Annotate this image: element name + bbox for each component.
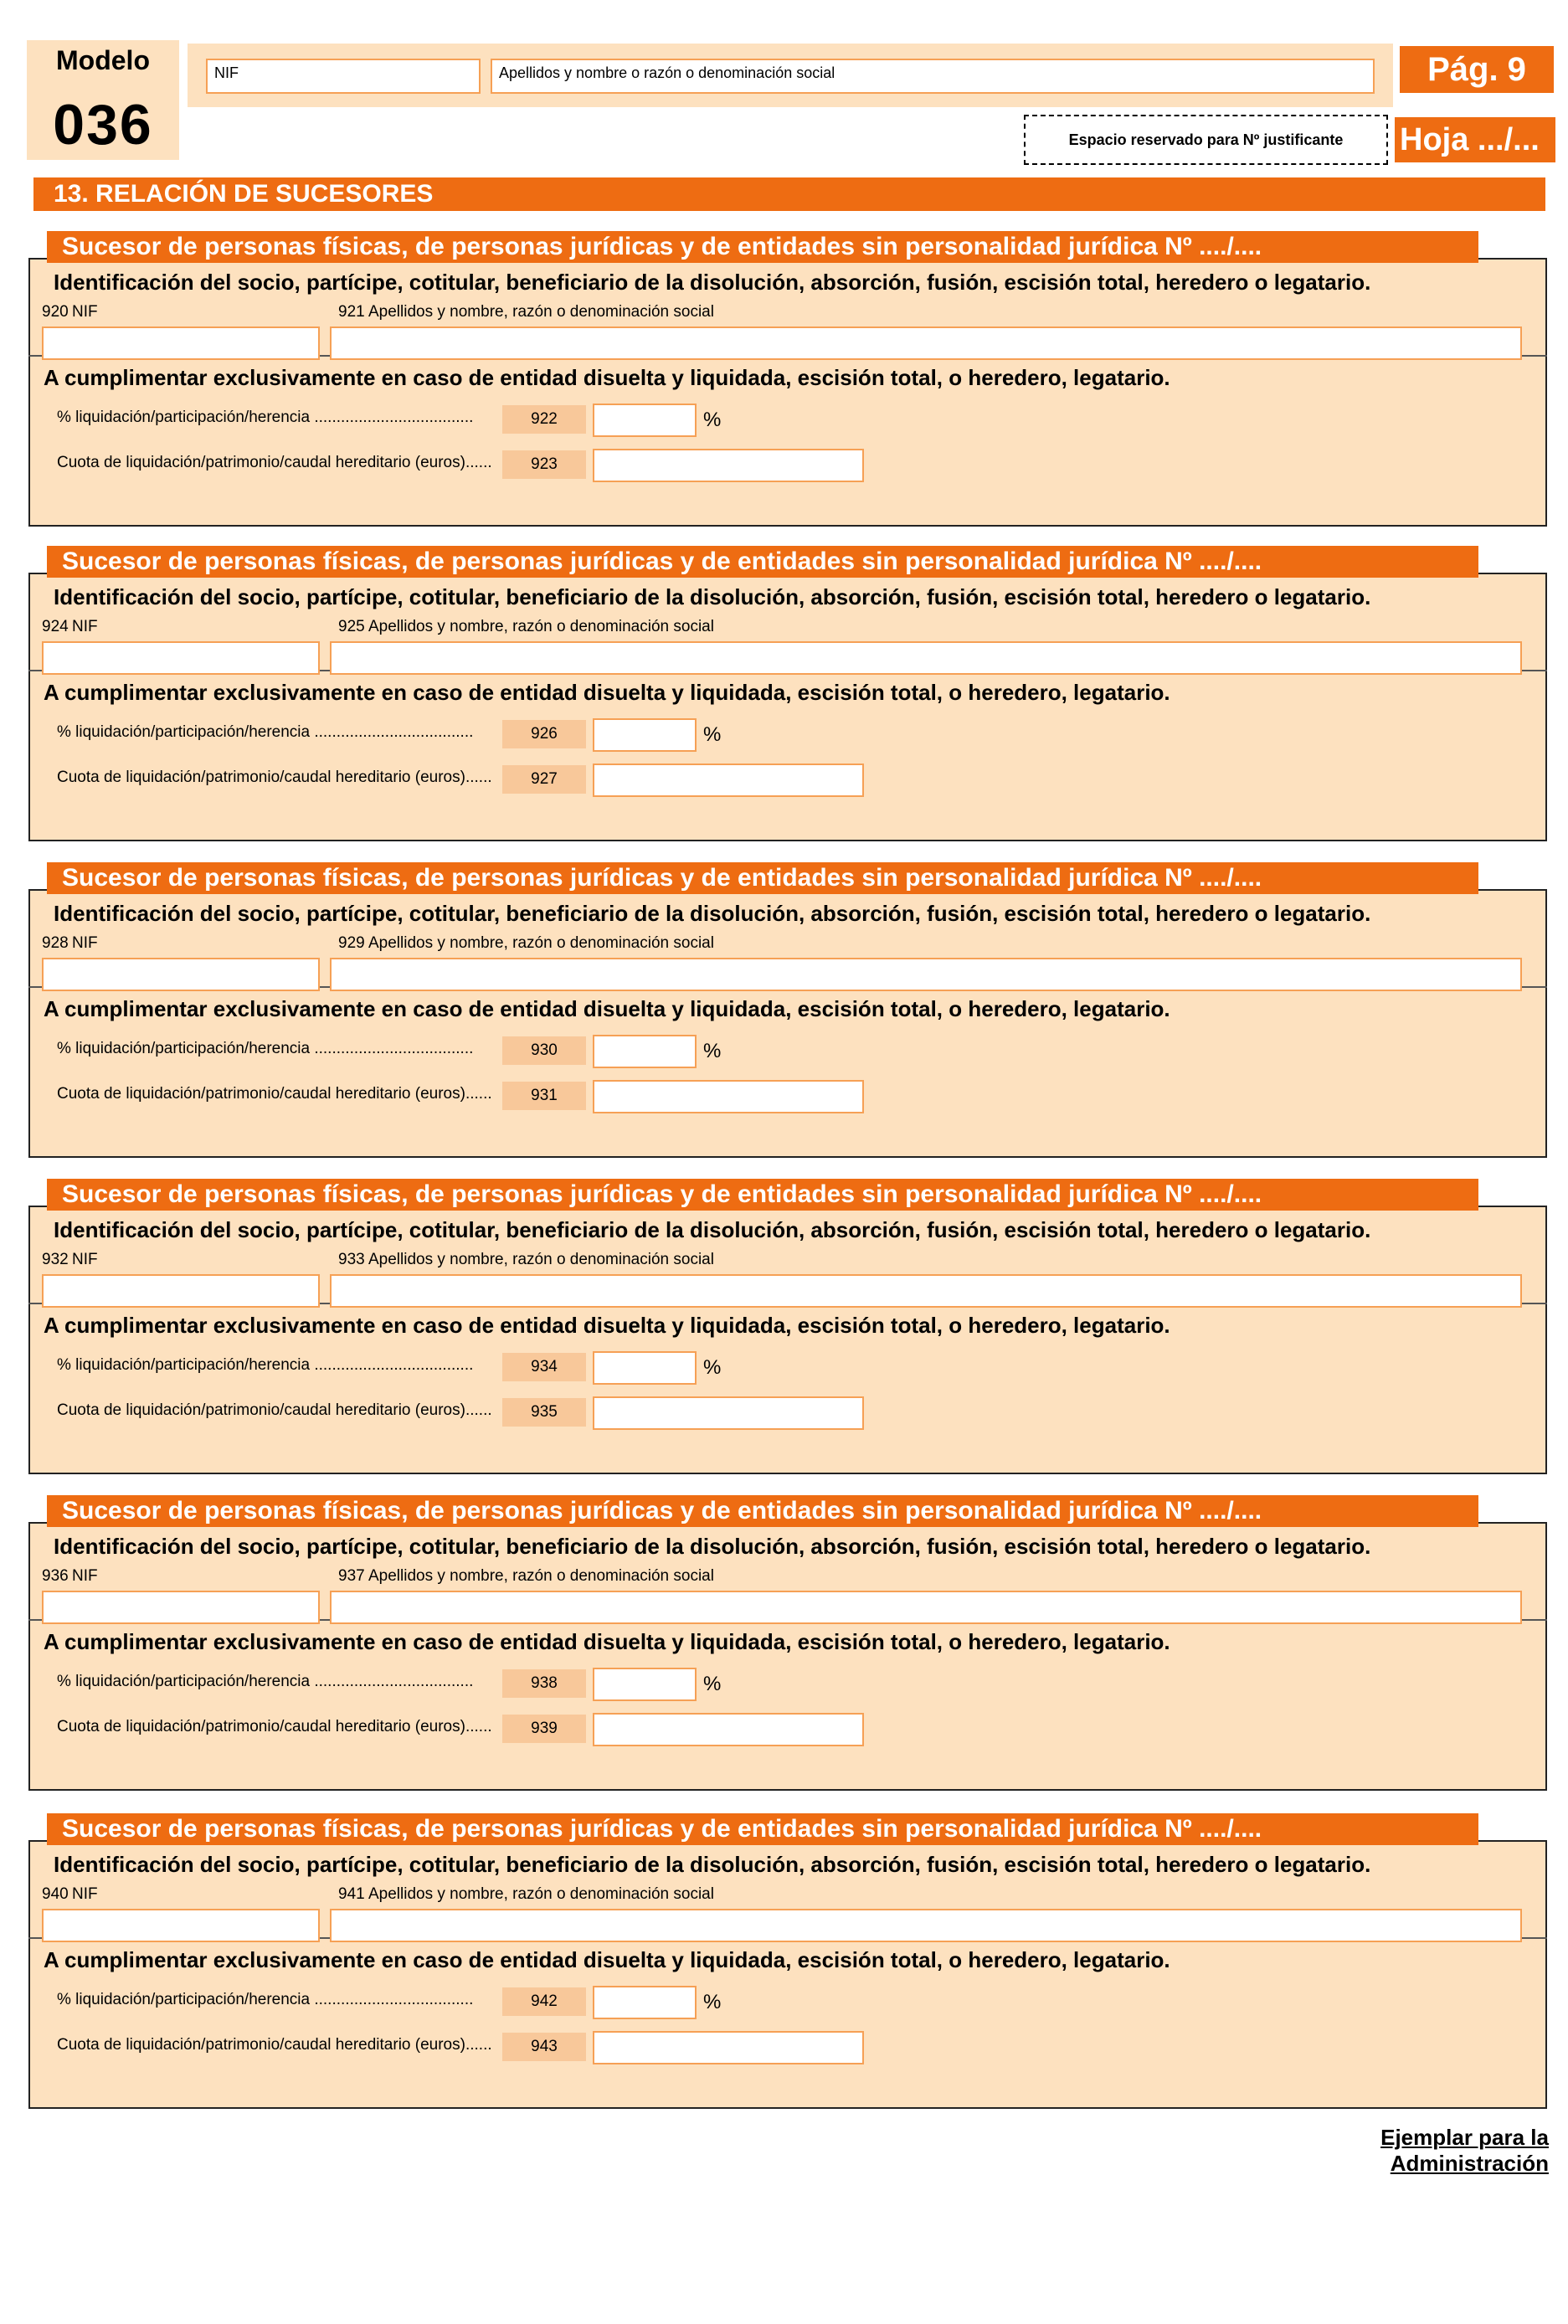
pct-code: 938 xyxy=(502,1669,586,1698)
successor-block xyxy=(0,862,1568,1157)
nif-input[interactable] xyxy=(42,1274,320,1308)
cuota-code: 931 xyxy=(502,1082,586,1110)
sheet-number-badge: Hoja .../... xyxy=(1395,117,1555,162)
nif-input[interactable] xyxy=(42,1909,320,1942)
pct-input[interactable] xyxy=(593,1351,697,1385)
name-field-label: Apellidos y nombre, razón o denominación social xyxy=(368,303,714,321)
modelo-label: Modelo xyxy=(56,45,150,75)
cuota-input[interactable] xyxy=(593,764,864,797)
nif-field-label: NIF xyxy=(72,1567,98,1585)
cuota-label: Cuota de liquidación/patrimonio/caudal hereditario (euros)...... xyxy=(57,454,492,471)
cuota-label: Cuota de liquidación/patrimonio/caudal hereditario (euros)...... xyxy=(57,1718,492,1735)
nif-code: 928 xyxy=(42,934,69,952)
percent-sign: % xyxy=(703,1673,722,1695)
pct-input[interactable] xyxy=(593,1668,697,1701)
cuota-label: Cuota de liquidación/patrimonio/caudal hereditario (euros)...... xyxy=(57,2036,492,2054)
pct-input[interactable] xyxy=(593,1986,697,2019)
successor-frame xyxy=(28,889,1547,1158)
nif-input[interactable] xyxy=(42,326,320,360)
cuota-code: 927 xyxy=(502,765,586,794)
nif-field-label: NIF xyxy=(72,934,98,952)
cuota-code: 923 xyxy=(502,450,586,479)
pct-code: 930 xyxy=(502,1036,586,1065)
name-input[interactable] xyxy=(330,641,1522,675)
page-number-badge: Pág. 9 xyxy=(1400,46,1554,93)
header-name-field[interactable] xyxy=(491,59,1375,94)
cuota-code: 943 xyxy=(502,2033,586,2061)
successor-title: Sucesor de personas físicas, de personas jurídicas y de entidades sin personalidad jurídica Nº ..../.... xyxy=(47,862,1478,894)
exclusive-heading: A cumplimentar exclusivamente en caso de entidad disuelta y liquidada, escisión total, o heredero, legatario. xyxy=(44,1313,1170,1338)
successor-title: Sucesor de personas físicas, de personas jurídicas y de entidades sin personalidad jurídica Nº ..../.... xyxy=(47,231,1478,263)
nif-field-label: NIF xyxy=(72,1885,98,1903)
nif-input[interactable] xyxy=(42,958,320,991)
name-code: 925 xyxy=(338,618,365,635)
header-name-label: Apellidos y nombre o razón o denominación social xyxy=(499,64,835,81)
cuota-input[interactable] xyxy=(593,449,864,482)
percent-sign: % xyxy=(703,1356,722,1379)
footer-copy-label: Ejemplar para la Administración xyxy=(1380,2125,1549,2176)
exclusive-heading: A cumplimentar exclusivamente en caso de entidad disuelta y liquidada, escisión total, o heredero, legatario. xyxy=(44,365,1170,390)
name-code: 933 xyxy=(338,1251,365,1268)
pct-label: % liquidación/participación/herencia .................................... xyxy=(57,1356,474,1374)
section-title: 13. RELACIÓN DE SUCESORES xyxy=(33,177,1545,211)
nif-code: 936 xyxy=(42,1567,69,1585)
cuota-input[interactable] xyxy=(593,1713,864,1746)
name-input[interactable] xyxy=(330,326,1522,360)
modelo-number: 036 xyxy=(53,93,153,157)
modelo-box xyxy=(27,40,179,160)
identification-heading: Identificación del socio, partícipe, cotitular, beneficiario de la disolución, absorción, fusión, escisión total, heredero o legatario. xyxy=(54,584,1371,609)
name-code: 921 xyxy=(338,303,365,321)
successor-title: Sucesor de personas físicas, de personas jurídicas y de entidades sin personalidad jurídica Nº ..../.... xyxy=(47,546,1478,578)
pct-label: % liquidación/participación/herencia .................................... xyxy=(57,723,474,741)
percent-sign: % xyxy=(703,1991,722,2013)
cuota-input[interactable] xyxy=(593,2031,864,2064)
nif-field-label: NIF xyxy=(72,303,98,321)
pct-label: % liquidación/participación/herencia .................................... xyxy=(57,1673,474,1690)
identification-heading: Identificación del socio, partícipe, cotitular, beneficiario de la disolución, absorción, fusión, escisión total, heredero o legatario. xyxy=(54,270,1371,295)
successor-frame xyxy=(28,573,1547,841)
name-input[interactable] xyxy=(330,1591,1522,1624)
name-code: 941 xyxy=(338,1885,365,1903)
pct-input[interactable] xyxy=(593,404,697,437)
cuota-label: Cuota de liquidación/patrimonio/caudal hereditario (euros)...... xyxy=(57,769,492,786)
percent-sign: % xyxy=(703,723,722,746)
nif-code: 924 xyxy=(42,618,69,635)
nif-code: 940 xyxy=(42,1885,69,1903)
pct-label: % liquidación/participación/herencia .................................... xyxy=(57,409,474,426)
name-input[interactable] xyxy=(330,1909,1522,1942)
taxpayer-band xyxy=(188,44,1393,107)
name-code: 937 xyxy=(338,1567,365,1585)
identification-heading: Identificación del socio, partícipe, cotitular, beneficiario de la disolución, absorción, fusión, escisión total, heredero o legatario. xyxy=(54,901,1371,926)
pct-code: 926 xyxy=(502,720,586,748)
cuota-input[interactable] xyxy=(593,1080,864,1113)
name-field-label: Apellidos y nombre, razón o denominación social xyxy=(368,934,714,952)
reserved-justificante-box: Espacio reservado para Nº justificante xyxy=(1024,115,1388,165)
successor-block xyxy=(0,1179,1568,1473)
successor-frame xyxy=(28,258,1547,527)
nif-input[interactable] xyxy=(42,641,320,675)
cuota-label: Cuota de liquidación/patrimonio/caudal hereditario (euros)...... xyxy=(57,1085,492,1103)
pct-label: % liquidación/participación/herencia .................................... xyxy=(57,1991,474,2008)
successor-title: Sucesor de personas físicas, de personas jurídicas y de entidades sin personalidad jurídica Nº ..../.... xyxy=(47,1179,1478,1211)
name-field-label: Apellidos y nombre, razón o denominación social xyxy=(368,1567,714,1585)
successor-frame xyxy=(28,1522,1547,1791)
header-nif-label: NIF xyxy=(214,64,239,81)
successor-block xyxy=(0,1495,1568,1790)
nif-code: 932 xyxy=(42,1251,69,1268)
pct-input[interactable] xyxy=(593,1035,697,1068)
cuota-label: Cuota de liquidación/patrimonio/caudal hereditario (euros)...... xyxy=(57,1401,492,1419)
identification-heading: Identificación del socio, partícipe, cotitular, beneficiario de la disolución, absorción, fusión, escisión total, heredero o legatario. xyxy=(54,1852,1371,1877)
successor-title: Sucesor de personas físicas, de personas jurídicas y de entidades sin personalidad jurídica Nº ..../.... xyxy=(47,1495,1478,1527)
pct-label: % liquidación/participación/herencia .................................... xyxy=(57,1040,474,1057)
successor-frame xyxy=(28,1840,1547,2109)
successor-block xyxy=(0,546,1568,841)
cuota-code: 939 xyxy=(502,1715,586,1743)
percent-sign: % xyxy=(703,1040,722,1062)
nif-field-label: NIF xyxy=(72,1251,98,1268)
successor-title: Sucesor de personas físicas, de personas jurídicas y de entidades sin personalidad jurídica Nº ..../.... xyxy=(47,1813,1478,1845)
exclusive-heading: A cumplimentar exclusivamente en caso de entidad disuelta y liquidada, escisión total, o heredero, legatario. xyxy=(44,1629,1170,1654)
cuota-code: 935 xyxy=(502,1398,586,1427)
cuota-input[interactable] xyxy=(593,1396,864,1430)
identification-heading: Identificación del socio, partícipe, cotitular, beneficiario de la disolución, absorción, fusión, escisión total, heredero o legatario. xyxy=(54,1217,1371,1242)
exclusive-heading: A cumplimentar exclusivamente en caso de entidad disuelta y liquidada, escisión total, o heredero, legatario. xyxy=(44,1947,1170,1972)
pct-input[interactable] xyxy=(593,718,697,752)
exclusive-heading: A cumplimentar exclusivamente en caso de entidad disuelta y liquidada, escisión total, o heredero, legatario. xyxy=(44,680,1170,705)
exclusive-heading: A cumplimentar exclusivamente en caso de entidad disuelta y liquidada, escisión total, o heredero, legatario. xyxy=(44,996,1170,1021)
successor-frame xyxy=(28,1206,1547,1474)
pct-code: 922 xyxy=(502,405,586,434)
header-nif-field[interactable] xyxy=(206,59,481,94)
pct-code: 934 xyxy=(502,1353,586,1381)
name-code: 929 xyxy=(338,934,365,952)
identification-heading: Identificación del socio, partícipe, cotitular, beneficiario de la disolución, absorción, fusión, escisión total, heredero o legatario. xyxy=(54,1534,1371,1559)
successor-block xyxy=(0,1813,1568,2108)
name-field-label: Apellidos y nombre, razón o denominación social xyxy=(368,1885,714,1903)
percent-sign: % xyxy=(703,409,722,431)
pct-code: 942 xyxy=(502,1987,586,2016)
successor-block xyxy=(0,231,1568,526)
nif-input[interactable] xyxy=(42,1591,320,1624)
nif-field-label: NIF xyxy=(72,618,98,635)
name-input[interactable] xyxy=(330,958,1522,991)
name-input[interactable] xyxy=(330,1274,1522,1308)
name-field-label: Apellidos y nombre, razón o denominación social xyxy=(368,1251,714,1268)
nif-code: 920 xyxy=(42,303,69,321)
name-field-label: Apellidos y nombre, razón o denominación social xyxy=(368,618,714,635)
